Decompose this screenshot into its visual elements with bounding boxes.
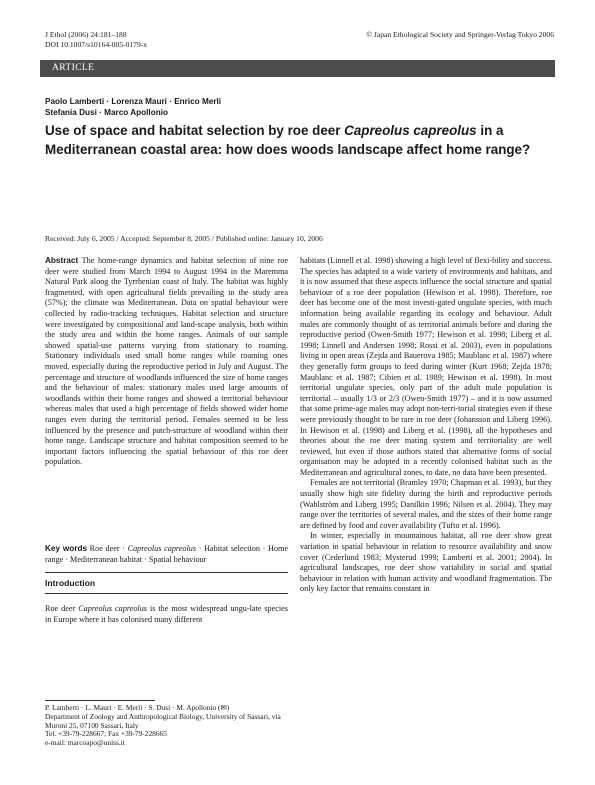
author-affiliation xyxy=(45,704,288,748)
footnote-rule xyxy=(45,700,155,701)
journal-citation: J Ethol (2006) 24:181–188 xyxy=(45,30,127,39)
author-line-2: Stefania Dusi · Marco Apollonio xyxy=(45,108,168,117)
body-paragraph-1: habitats (Linnell et al. 1998) showing a high level of flexi-bility and success. The species has adapted to a wide variety of environments and habitats, and it is now assumed that these aspects influence the social structure and spatial behaviour of a roe deer population (Hewison et al. 1998). Therefore, roe deer has become one of the most investi-gated ungulate species, with much information being available regarding its ecology and behaviour. Adult males are commonly thought of as territorial animals before and during the reproductive period (Owen-Smith 1977; Hewison et al. 1998; Liberg et al. 1998; Linnell and Andersen 1998; Rossi et al. 2003), even in populations living in open areas (Zejda and Bauerova 1985; Maublanc et al. 1987) where they generally form groups to feed during winter (Kurt 1968; Zejda 1978; Maublanc et al. 1987; Cibien et al. 1989; Hewison et al. 1998). In most territorial ungulate species, only part of the adult male population is territorial – usually 1/3 or 2/3 (Owen-Smith 1977) – and it is now assumed that some prime-age males may adopt non-terri-torial strategies even if these were previously thought to be rare in roe deer (Johansson and Liberg 1996). In Hewison et al. (1998) and Liberg et al. (1998), all the hypotheses and theories about the roe deer mating system and territoriality are well reviewed, but even if those authors stated that alternative forms of social organisation may be adopted in a recently colonised habitat such as the Mediterranean and agricultural zones, to date, no data have been presented. xyxy=(300,256,552,477)
intro-paragraph xyxy=(45,604,288,625)
right-column xyxy=(300,256,552,595)
keywords-label: Key words xyxy=(45,544,88,553)
author-list xyxy=(45,96,345,118)
affiliation-names: P. Lamberti · L. Mauri · E. Merli · S. Dusi · M. Apollonio (✉) xyxy=(45,703,230,712)
paper-title xyxy=(45,122,555,159)
affiliation-email: e-mail: marcoapo@uniss.it xyxy=(45,738,125,748)
abstract-label: Abstract xyxy=(45,256,79,265)
keywords-species: Capreolus capreolus xyxy=(127,544,197,553)
intro-species: Capreolus capreolus xyxy=(78,604,147,613)
title-text-1: Use of space and habitat selection by roe deer xyxy=(45,123,345,138)
intro-rule-top xyxy=(45,572,288,573)
affiliation-department: Department of Zoology and Anthropological Biology, University of Sassari, via Muroni 25, 07100 Sassari, Italy xyxy=(45,711,281,730)
title-text-2: in a Mediterranean coastal area: how does woods landscape affect home range? xyxy=(45,123,531,157)
keywords xyxy=(45,544,288,565)
copyright-notice: © Japan Ethological Society and Springer-Verlag Tokyo 2006 xyxy=(366,30,554,39)
section-heading-introduction: Introduction xyxy=(45,578,96,588)
author-line-1: Paolo Lamberti · Lorenza Mauri · Enrico Merli xyxy=(45,97,222,106)
keywords-text-2: · Habitat selection · Home range · Mediterranean habitat · Spatial behaviour xyxy=(45,544,288,564)
abstract-text: The home-range dynamics and habitat selection of nine roe deer were studied from March 1994 to August 1994 in the Maremma Natural Park along the Tyrrhenian coast of Italy. The habitat was highly fragmented, with open agricultural fields prevailing in the study area (57%); the climate was Mediterranean. Data on spatial behaviour were collected by radio-tracking techniques. Habitat selection and structure were investigated by compositional and land-scape analysis, both within the study area and within the home ranges. Animals of our sample showed spatial-use patterns varying from stationary to roaming. Stationary individuals used small home ranges while roaming ones moved, especially during the reproductive period in July and August. The percentage and structure of woodlands influenced the size of home ranges and the behaviour of males: stationary males used large amounts of woodlands within their home ranges and showed a territorial behaviour whereas males that used a high percentage of fields showed wider home ranges even during the territorial period. Females seemed to be less influenced by the presence and patch-structure of woodland within their home range. Landscape structure and habitat composition seemed to be important factors influencing the spatial behaviour of this roe deer population. xyxy=(45,256,289,467)
affiliation-phone: Tel. +39-79-228667; Fax +39-79-228665 xyxy=(45,729,167,739)
keywords-text-1: Roe deer · xyxy=(89,544,128,553)
intro-rule-bottom xyxy=(45,593,288,594)
article-type-label: ARTICLE xyxy=(52,63,95,73)
publication-dates: Received: July 6, 2005 / Accepted: September 8, 2005 / Published online: January 10, 2006 xyxy=(45,234,323,243)
doi: DOI 10.1007/s10164-005-0179-x xyxy=(45,40,148,49)
intro-text-2: is the most widespread ungu-late species in Europe where it has colonised many different xyxy=(45,604,288,624)
abstract xyxy=(45,256,288,468)
body-paragraph-3: In winter, especially in mountainous habitat, all roe deer show great variation in spatial behaviour in relation to resource availability and snow cover (Cederlund 1983; Mysterud 1999; Lamberti et al. 2001; 2004). In agricultural landscapes, roe deer show variability in social and spatial behaviour in relation with human activity and woodland fragmentation. The only key factor that remains constant in xyxy=(300,531,552,594)
intro-text-1: Roe deer xyxy=(45,604,79,613)
title-species: Capreolus capreolus xyxy=(344,123,477,138)
body-paragraph-2: Females are not territorial (Bramley 1970; Chapman et al. 1993), but they usually show high site fidelity during the birth and reproductive periods (Wahlström and Liberg 1995; Danilkin 1996; Nilsen et al. 2004). They may range over the territories of several males, and the sizes of their home range are defined by food and cover availability (Tufto et al. 1996). xyxy=(300,478,552,530)
article-type-bar xyxy=(40,60,555,77)
